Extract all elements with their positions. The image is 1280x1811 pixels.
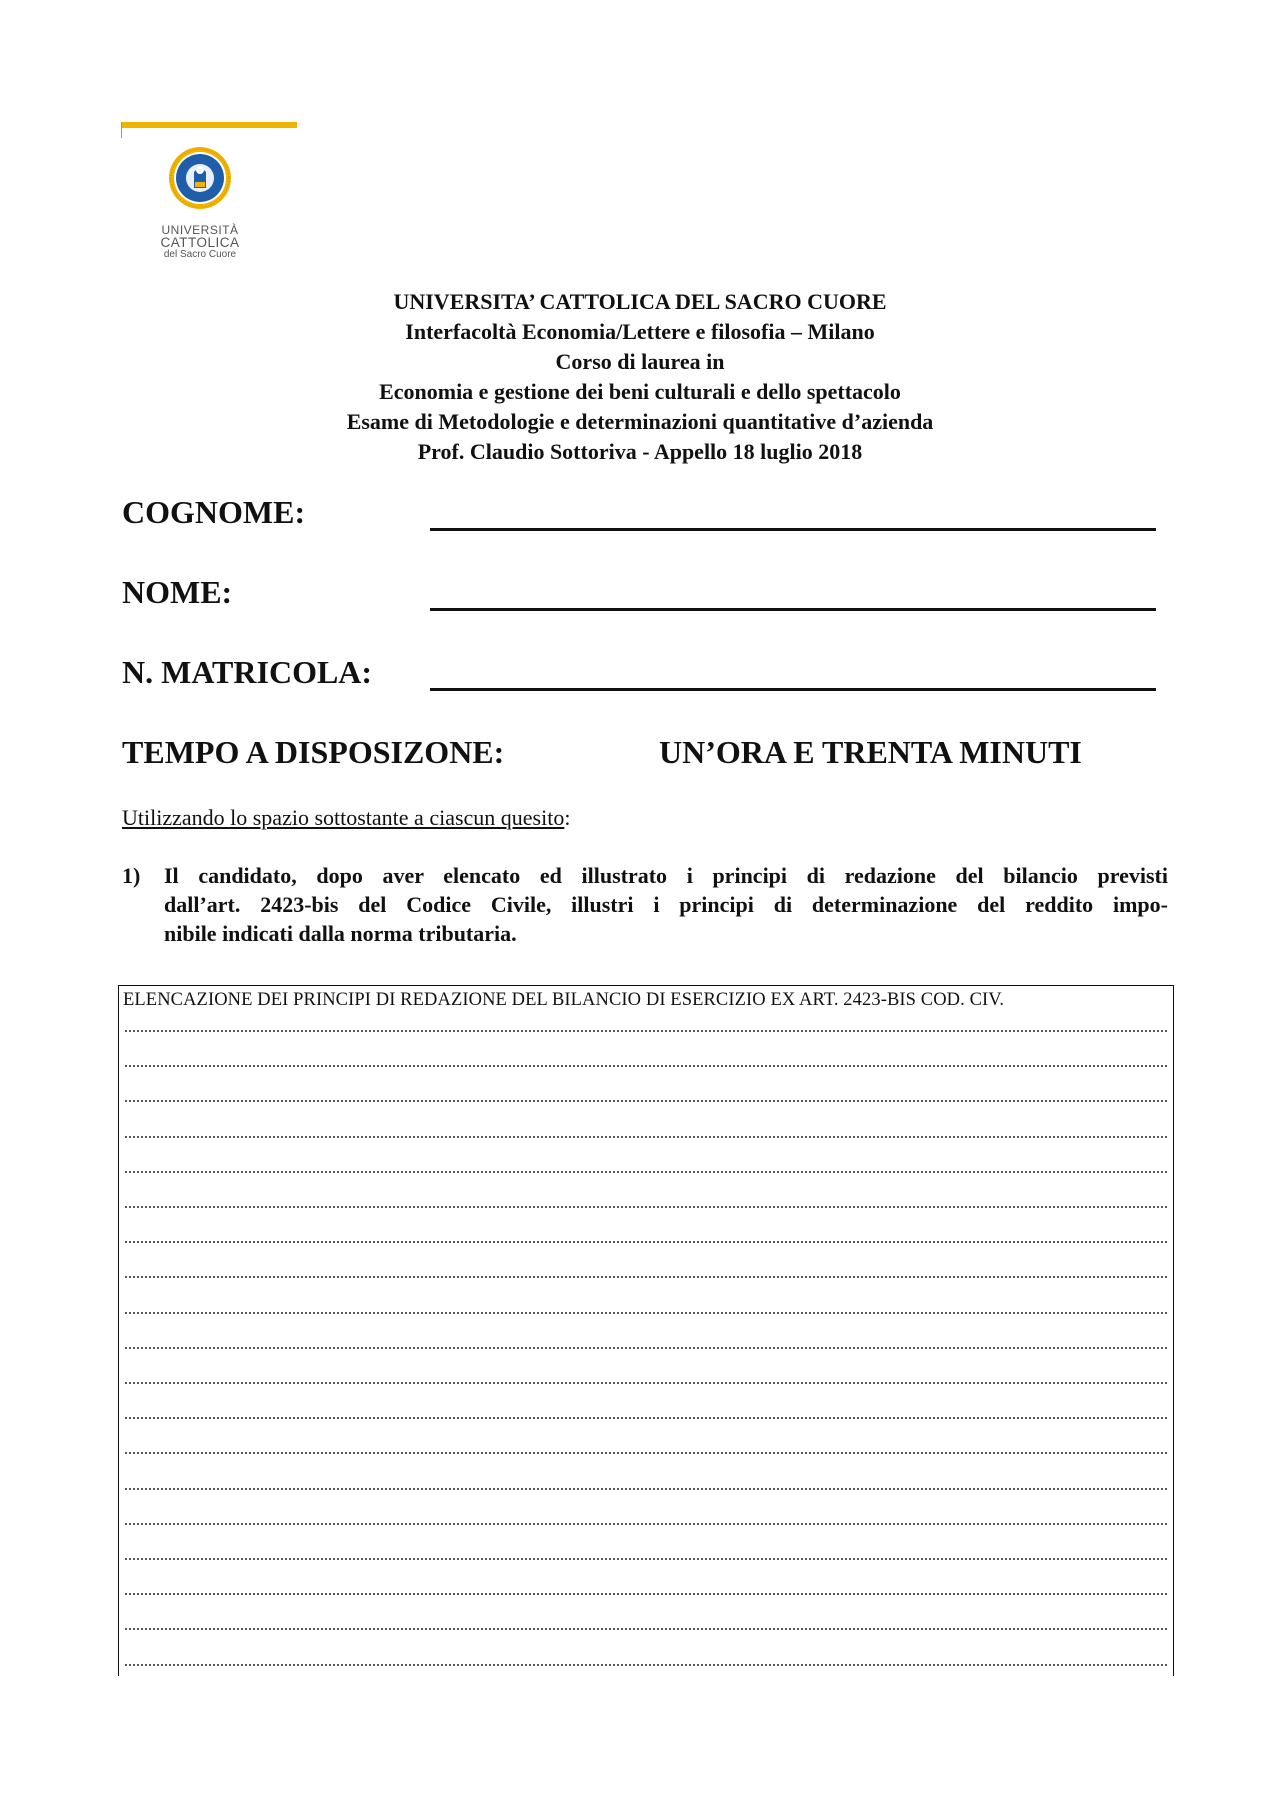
logo-accent-bar [121, 122, 297, 128]
answer-dotted-line[interactable] [125, 1206, 1167, 1208]
header-faculty: Interfacoltà Economia/Lettere e filosofia – Milano [405, 319, 875, 344]
answer-dotted-line[interactable] [125, 1523, 1167, 1525]
question-text-line2: dall’art. 2423-bis del Codice Civile, illustri i principi di determinazione del reddito impo- [164, 892, 1168, 917]
surname-label: COGNOME: [122, 494, 306, 530]
answer-dotted-line[interactable] [125, 1417, 1167, 1419]
logo-text-line2: CATTOLICA [160, 235, 240, 250]
answer-dotted-line[interactable] [125, 1100, 1167, 1102]
answer-dotted-line[interactable] [125, 1452, 1167, 1454]
header-course-name: Economia e gestione dei beni culturali e dello spettacolo [379, 379, 901, 404]
answer-dotted-line[interactable] [125, 1171, 1167, 1173]
header-professor-date: Prof. Claudio Sottoriva - Appello 18 luglio 2018 [417, 439, 863, 464]
answer-box[interactable] [118, 985, 1174, 1676]
answer-dotted-line[interactable] [125, 1030, 1167, 1032]
name-label: NOME: [122, 574, 233, 610]
answer-box-title: ELENCAZIONE DEI PRINCIPI DI REDAZIONE DEL BILANCIO DI ESERCIZIO EX ART. 2423-BIS COD. CIV. [123, 990, 1005, 1010]
exam-header [0, 287, 1280, 467]
time-value: UN’ORA E TRENTA MINUTI [659, 734, 1082, 770]
instructions [122, 805, 570, 831]
header-university: UNIVERSITA’ CATTOLICA DEL SACRO CUORE [393, 289, 887, 314]
answer-dotted-line[interactable] [125, 1241, 1167, 1243]
answer-dotted-line[interactable] [125, 1558, 1167, 1560]
name-field[interactable] [430, 608, 1156, 611]
answer-dotted-line[interactable] [125, 1628, 1167, 1630]
header-course-label: Corso di laurea in [555, 349, 725, 374]
university-seal-icon [168, 140, 232, 216]
instructions-text: Utilizzando lo spazio sottostante a ciascun quesito [122, 805, 565, 830]
logo-text-line3: del Sacro Cuore [163, 248, 237, 260]
surname-field[interactable] [430, 528, 1156, 531]
logo-text-line1: UNIVERSITÀ [161, 223, 239, 237]
question-text-line1: Il candidato, dopo aver elencato ed illustrato i principi di redazione del bilancio previsti [164, 863, 1168, 888]
answer-dotted-line[interactable] [125, 1136, 1167, 1138]
matricola-field[interactable] [430, 688, 1156, 691]
answer-dotted-line[interactable] [125, 1593, 1167, 1595]
question-number: 1) [122, 863, 141, 888]
question-1 [122, 861, 1168, 948]
time-label: TEMPO A DISPOSIZONE: [122, 734, 505, 770]
answer-dotted-line[interactable] [125, 1382, 1167, 1384]
answer-dotted-line[interactable] [125, 1347, 1167, 1349]
answer-dotted-line[interactable] [125, 1276, 1167, 1278]
university-logo [150, 140, 250, 260]
header-exam: Esame di Metodologie e determinazioni quantitative d’azienda [346, 409, 934, 434]
answer-dotted-line[interactable] [125, 1664, 1167, 1666]
answer-dotted-line[interactable] [125, 1065, 1167, 1067]
question-text-line3: nibile indicati dalla norma tributaria. [164, 921, 517, 946]
matricola-label: N. MATRICOLA: [122, 654, 373, 690]
answer-dotted-line[interactable] [125, 1488, 1167, 1490]
logo-accent-tick [121, 122, 122, 138]
answer-dotted-line[interactable] [125, 1312, 1167, 1314]
instructions-suffix: : [564, 805, 571, 830]
